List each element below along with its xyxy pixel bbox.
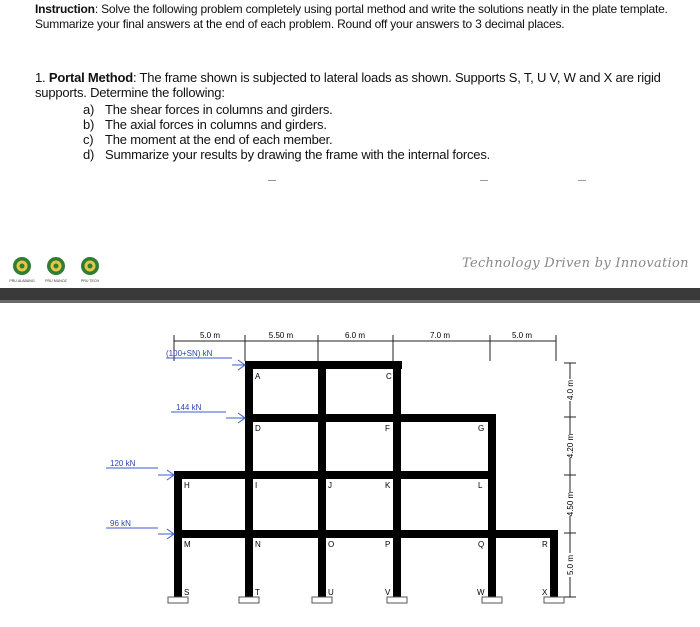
load-label: (100+SN) kN [166, 349, 213, 358]
instruction-line-2: Summarize your final answers at the end of each problem. Round off your answers to 3 decimal places. [35, 17, 565, 31]
joint-label: G [478, 424, 485, 433]
girder-level-1 [174, 530, 556, 538]
joint-label: E [320, 424, 326, 433]
support-label: W [477, 588, 485, 597]
column-line-3 [318, 361, 326, 597]
support-label: T [255, 588, 260, 597]
problem-item-text: The shear forces in columns and girders. [105, 102, 333, 117]
column-line-5 [488, 414, 496, 597]
support-label: S [184, 588, 190, 597]
instruction-line-1: : Solve the following problem completely using portal method and write the solutions neatly in the plate template. [94, 2, 668, 16]
joint-label: B [320, 372, 326, 381]
support-base [482, 597, 502, 603]
logo-caption: PRU ALABANG [9, 279, 35, 283]
joint-label: D [255, 424, 261, 433]
span-label: 6.0 m [344, 331, 366, 340]
logo-seal-2 [47, 257, 65, 275]
load-label: 120 kN [110, 459, 136, 468]
problem-block [35, 70, 685, 162]
column-line-6 [550, 530, 558, 597]
joint-label: C [386, 372, 392, 381]
problem-number: 1. [35, 70, 46, 85]
joint-label: O [328, 540, 335, 549]
frame-diagram [0, 303, 700, 627]
span-label: 5.0 m [199, 331, 221, 340]
girders [174, 361, 556, 538]
problem-item [83, 147, 685, 162]
joint-label: A [255, 372, 261, 381]
fixed-supports [168, 597, 564, 603]
problem-item-label: b) [83, 117, 95, 132]
problem-item-label: a) [83, 102, 95, 117]
joint-label: F [385, 424, 390, 433]
support-label: X [542, 588, 548, 597]
span-label: 7.0 m [429, 331, 451, 340]
scan-mark [578, 180, 586, 181]
logo-caption: PRU MUNOZ [45, 279, 67, 283]
support-base [544, 597, 564, 603]
joint-label: L [478, 481, 483, 490]
column-line-1 [174, 471, 182, 597]
problem-title: Portal Method [48, 70, 133, 85]
header-band [0, 288, 700, 300]
load-label: 144 kN [176, 403, 202, 412]
support-base [312, 597, 332, 603]
joint-label: M [184, 540, 191, 549]
university-logos [8, 255, 108, 285]
girder-level-3 [245, 414, 495, 422]
column-line-2 [245, 361, 253, 597]
problem-item-text: Summarize your results by drawing the frame with the internal forces. [105, 147, 491, 162]
support-base [168, 597, 188, 603]
support-label: V [385, 588, 391, 597]
support-label: U [328, 588, 334, 597]
problem-statement: : The frame shown is subjected to lateral loads as shown. Supports S, T, U V, W and X are rigid supports. Determine the following: [35, 70, 661, 100]
span-label: 5.50 m [268, 331, 294, 340]
joint-label: K [385, 481, 391, 490]
joint-label: Q [478, 540, 485, 549]
problem-item [83, 132, 685, 147]
scan-mark [480, 180, 488, 181]
problem-item-list [83, 102, 685, 162]
logo-seal-1 [13, 257, 31, 275]
tagline: Technology Driven by Innovation [462, 256, 689, 271]
column-line-4 [393, 361, 401, 597]
problem-item [83, 117, 685, 132]
height-label: 4.20 m [566, 433, 575, 459]
height-label: 5.0 m [566, 554, 575, 576]
problem-item [83, 102, 685, 117]
scan-mark [268, 180, 276, 181]
joint-label: I [255, 481, 258, 490]
instruction-label: Instruction [35, 2, 95, 16]
joint-label: H [184, 481, 190, 490]
problem-item-text: The moment at the end of each member. [105, 132, 333, 147]
problem-item-label: c) [83, 132, 94, 147]
support-base [387, 597, 407, 603]
problem-item-label: d) [83, 147, 95, 162]
girder-level-2 [174, 471, 495, 479]
logo-seal-3 [81, 257, 99, 275]
joint-label: R [542, 540, 548, 549]
load-label: 96 kN [110, 519, 131, 528]
problem-item-text: The axial forces in columns and girders. [105, 117, 327, 132]
height-label: 4.50 m [566, 491, 575, 517]
height-label: 4.0 m [566, 379, 575, 401]
joint-label: N [255, 540, 261, 549]
instruction-block [35, 2, 685, 32]
joint-label: P [385, 540, 391, 549]
support-base [239, 597, 259, 603]
logo-caption: PRU TECH [80, 279, 100, 283]
span-label: 5.0 m [511, 331, 533, 340]
joint-label: J [328, 481, 332, 490]
